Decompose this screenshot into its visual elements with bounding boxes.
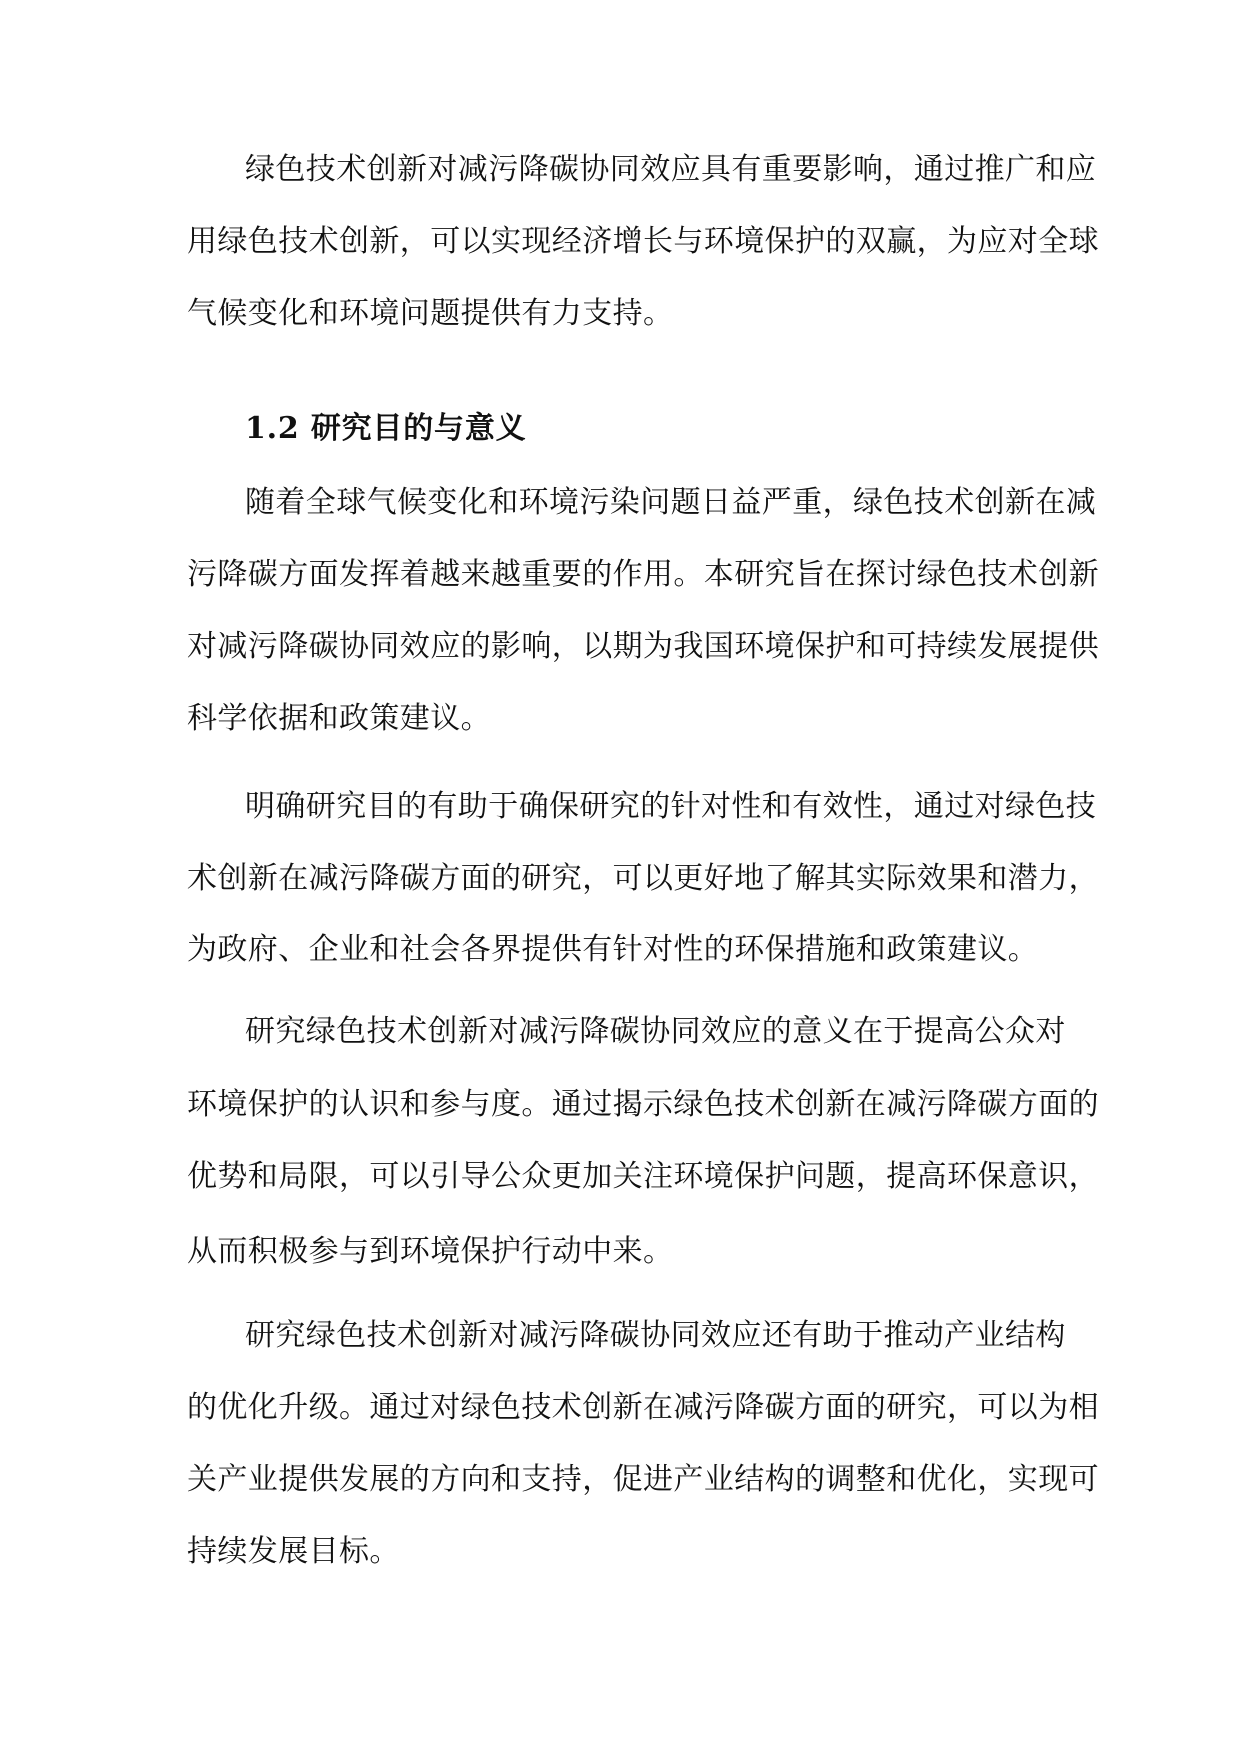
- section-heading: 1.2 研究目的与意义: [245, 411, 527, 446]
- paragraph-line: 明确研究目的有助于确保研究的针对性和有效性，通过对绿色技: [245, 789, 1097, 824]
- paragraph-line: 关产业提供发展的方向和支持，促进产业结构的调整和优化，实现可: [187, 1462, 1099, 1497]
- paragraph-line: 从而积极参与到环境保护行动中来。: [187, 1234, 674, 1269]
- paragraph-line: 术创新在减污降碳方面的研究，可以更好地了解其实际效果和潜力，: [187, 861, 1099, 896]
- paragraph-line: 科学依据和政策建议。: [187, 701, 491, 736]
- paragraph-line: 的优化升级。通过对绿色技术创新在减污降碳方面的研究，可以为相: [187, 1390, 1099, 1425]
- paragraph-line: 用绿色技术创新，可以实现经济增长与环境保护的双赢，为应对全球: [187, 224, 1099, 259]
- paragraph-line: 持续发展目标。: [187, 1534, 400, 1569]
- paragraph-line: 环境保护的认识和参与度。通过揭示绿色技术创新在减污降碳方面的: [187, 1087, 1099, 1122]
- paragraph-line: 研究绿色技术创新对减污降碳协同效应还有助于推动产业结构: [245, 1318, 1066, 1353]
- paragraph-line: 随着全球气候变化和环境污染问题日益严重，绿色技术创新在减: [245, 485, 1097, 520]
- paragraph-line: 气候变化和环境问题提供有力支持。: [187, 296, 674, 331]
- paragraph-line: 对减污降碳协同效应的影响，以期为我国环境保护和可持续发展提供: [187, 629, 1099, 664]
- paragraph-line: 优势和局限，可以引导公众更加关注环境保护问题，提高环保意识，: [187, 1159, 1099, 1194]
- paragraph-line: 绿色技术创新对减污降碳协同效应具有重要影响，通过推广和应: [245, 152, 1097, 187]
- paragraph-line: 研究绿色技术创新对减污降碳协同效应的意义在于提高公众对: [245, 1014, 1066, 1049]
- paragraph-line: 污降碳方面发挥着越来越重要的作用。本研究旨在探讨绿色技术创新: [187, 557, 1099, 592]
- paragraph-line: 为政府、企业和社会各界提供有针对性的环保措施和政策建议。: [187, 932, 1039, 967]
